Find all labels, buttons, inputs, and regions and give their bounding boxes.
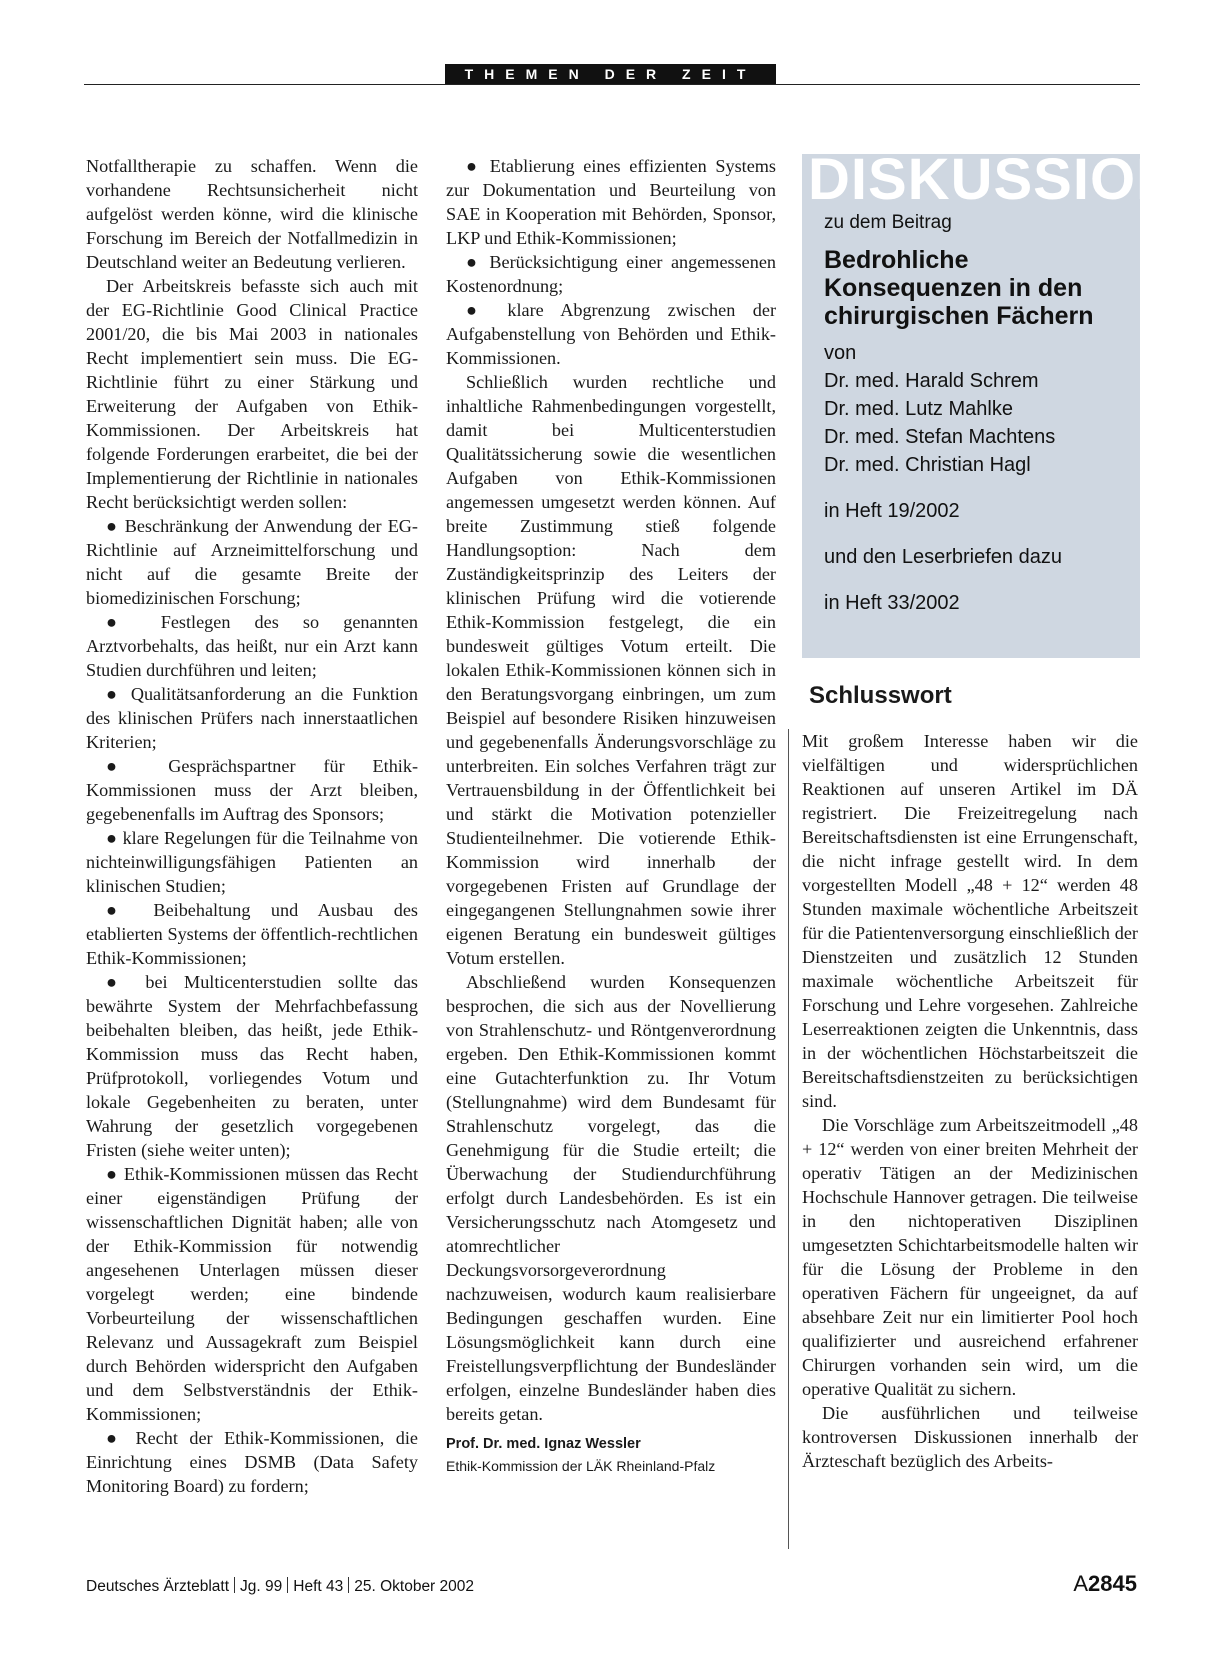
box-author: Dr. med. Harald Schrem — [824, 370, 1039, 392]
journal-volume: Jg. 99 — [240, 1578, 283, 1595]
header-rule — [84, 84, 1140, 85]
bullet-item: ● Ethik-Kommissionen müssen das Recht einer eigenständigen Prüfung der wissenschaftlichen Dignität haben; alle von der Ethik-Kommission für notwendig angesehenen Unterlagen müssen dieser vorgelegt werden; eine bindende Vorbeurteilung der wissenschaftlichen Relevanz und Aussagekraft zum Beispiel durch Behörden widerspricht den Aufgaben und dem Selbstverständnis der Ethik-Kommissionen; — [86, 1164, 418, 1424]
column-divider — [788, 729, 789, 1549]
author-institution: Ethik-Kommission der LÄK Rheinland-Pfalz — [446, 1458, 716, 1474]
bullet-item: ● Berücksichtigung einer angemessenen Kostenordnung; — [446, 252, 776, 296]
bullet-item: ● Beibehaltung und Ausbau des etablierten Systems der öffentlich-rechtlichen Ethik-Kommissionen; — [86, 900, 418, 968]
box-letters: und den Leserbriefen dazu — [824, 546, 1062, 568]
box-author: Dr. med. Christian Hagl — [824, 454, 1031, 476]
column-2 — [446, 154, 776, 1476]
footer-separator — [287, 1577, 288, 1593]
box-author: Dr. med. Lutz Mahlke — [824, 398, 1013, 420]
column-3 — [802, 729, 1138, 1473]
box-issue: in Heft 19/2002 — [824, 500, 960, 522]
page-number-value: 2845 — [1088, 1571, 1137, 1596]
section-label: THEMEN DER ZEIT — [445, 64, 776, 84]
journal-issue: Heft 43 — [293, 1578, 344, 1595]
bullet-item: ● klare Regelungen für die Teilnahme von nichteinwilligungsfähigen Patienten an klinischen Studien; — [86, 828, 418, 896]
paragraph: Notfalltherapie zu schaffen. Wenn die vorhandene Rechtsunsicherheit nicht aufgelöst werden könne, wird die klinische Forschung im Bereich der Notfallmedizin in Deutschland weiter an Bedeutung verlieren. — [86, 156, 418, 272]
paragraph: Mit großem Interesse haben wir die vielfältigen und widersprüchlichen Reaktionen auf unseren Artikel im DÄ registriert. Die Freizeitregelung nach Bereitschaftsdiensten ist eine Errungenschaft, die nicht infrage gestellt wird. In dem vorgestellten Modell „48 + 12“ werden 48 Stunden maximale wöchentliche Arbeitszeit für die Patientenversorgung einschließlich der Dienstzeiten und zusätzlich 12 Stunden maximale wöchentliche Arbeitszeit für Forschung und Lehre vorgesehen. Zahlreiche Leserreaktionen zeigten die Unkenntnis, dass in der wöchentlichen Höchstarbeitszeit die Bereitschaftsdienstzeiten zu berücksichtigen sind. — [802, 731, 1138, 1111]
box-issue2: in Heft 33/2002 — [824, 592, 960, 614]
box-von: von — [824, 342, 857, 364]
paragraph: Die ausführlichen und teilweise kontroversen Diskussionen innerhalb der Ärzteschaft bezüglich des Arbeits- — [802, 1403, 1138, 1471]
bullet-item: ● Qualitätsanforderung an die Funktion des klinischen Prüfers nach innerstaatlichen Kriterien; — [86, 684, 418, 752]
paragraph: Schließlich wurden rechtliche und inhaltliche Rahmenbedingungen vorgestellt, damit bei Multicenterstudien Qualitätssicherung sowie die wesentlichen Aufgaben von Ethik-Kommissionen angemessen umgesetzt werden können. Auf breite Zustimmung stieß folgende Handlungsoption: Nach dem Zuständigkeitsprinzip des Leiters der klinischen Prüfung wird die votierende Ethik-Kommission festgelegt, die ein bundesweit gültiges Votum erteilt. Die lokalen Ethik-Kommissionen können sich in den Beratungsvorgang einbringen, um zum Beispiel auf besondere Risiken hinzuweisen und gegebenenfalls Änderungsvorschläge zu unterbreiten. Ein solches Verfahren trägt zur Vertrauensbildung in der Öffentlichkeit bei und stärkt die Motivation potenzieller Studienteilnehmer. Die votierende Ethik-Kommission wird innerhalb der vorgegebenen Fristen auf Grundlage der eingegangenen Stellungnahmen sowie ihrer eigenen Beratung ein bundesweit gültiges Votum erstellen. — [446, 372, 776, 968]
page-number — [1073, 1571, 1137, 1597]
box-intro: zu dem Beitrag — [824, 212, 952, 233]
article-title-line: chirurgischen Fächern — [824, 302, 1094, 330]
footer-separator — [348, 1577, 349, 1593]
bullet-item: ● Recht der Ethik-Kommissionen, die Einrichtung eines DSMB (Data Safety Monitoring Board) zu fordern; — [86, 1428, 418, 1496]
bullet-item: ● klare Abgrenzung zwischen der Aufgabenstellung von Behörden und Ethik-Kommissionen. — [446, 300, 776, 368]
author-name: Prof. Dr. med. Ignaz Wessler — [446, 1436, 641, 1452]
journal-name: Deutsches Ärzteblatt — [86, 1578, 230, 1595]
section-heading: Schlusswort — [809, 682, 952, 709]
discussion-kicker: DISKUSSION — [808, 147, 1179, 212]
column-1 — [86, 154, 418, 1498]
bullet-item: ● bei Multicenterstudien sollte das bewährte System der Mehrfachbefassung beibehalten bleiben, das heißt, jede Ethik-Kommission muss das Recht haben, Prüfprotokoll, vorliegendes Votum und lokale Gegebenheiten zu beraten, unter Wahrung der gesetzlich vorgegebenen Fristen (siehe weiter unten); — [86, 972, 418, 1160]
bullet-item: ● Gesprächspartner für Ethik-Kommissionen muss der Arzt bleiben, gegebenenfalls im Auftrag des Sponsors; — [86, 756, 418, 824]
footer-separator — [234, 1577, 235, 1593]
box-author: Dr. med. Stefan Machtens — [824, 426, 1056, 448]
bullet-item: ● Beschränkung der Anwendung der EG-Richtlinie auf Arzneimittelforschung und nicht auf die gesamte Breite der biomedizinischen Forschung; — [86, 516, 418, 608]
bullet-item: ● Etablierung eines effizienten Systems zur Dokumentation und Beurteilung von SAE in Kooperation mit Behörden, Sponsor, LKP und Ethik-Kommissionen; — [446, 156, 776, 248]
paragraph: Abschließend wurden Konsequenzen besprochen, die sich aus der Novellierung von Strahlenschutz- und Röntgenverordnung ergeben. Den Ethik-Kommissionen kommt eine Gutachterfunktion zu. Ihr Votum (Stellungnahme) wird dem Bundesamt für Strahlenschutz vorgelegt, das die Genehmigung für die Studie erteilt; die Überwachung der Studiendurchführung erfolgt durch Landesbehörden. Es ist ein Versicherungsschutz nach Atomgesetz und atomrechtlicher Deckungsvorsorgeverordnung nachzuweisen, wodurch kaum realisierbare Bedingungen geschaffen wurden. Eine Lösungsmöglichkeit kann durch eine Freistellungsverpflichtung der Bundesländer erfolgen, einzelne Bundesländer haben dies bereits getan. — [446, 972, 776, 1424]
footer — [86, 1577, 474, 1596]
page-prefix: A — [1073, 1571, 1089, 1596]
paragraph: Der Arbeitskreis befasste sich auch mit der EG-Richtlinie Good Clinical Practice 2001/20, die bis Mai 2003 in nationales Recht implementiert sein muss. Die EG-Richtlinie führt zu einer Stärkung und Erweiterung der Aufgaben von Ethik-Kommissionen. Der Arbeitskreis hat folgende Forderungen erarbeitet, die bei der Implementierung der Richtlinie in nationales Recht berücksichtigt werden sollen: — [86, 276, 418, 512]
article-title-line: Bedrohliche — [824, 246, 969, 274]
paragraph: Die Vorschläge zum Arbeitszeitmodell „48 + 12“ werden von einer breiten Mehrheit der operativ Tätigen an der Medizinischen Hochschule Hannover getragen. Die teilweise in den nichtoperativen Disziplinen umgesetzten Schichtarbeitsmodelle halten wir für die Lösung der Probleme in den operativen Fächern für ungeeignet, da auf absehbare Zeit nur ein limitierter Pool hoch qualifizierter und ausreichend erfahrener Chirurgen vorhanden sein wird, um die operative Qualität zu sichern. — [802, 1115, 1138, 1399]
bullet-item: ● Festlegen des so genannten Arztvorbehalts, das heißt, nur ein Arzt kann Studien durchführen und leiten; — [86, 612, 418, 680]
article-title-line: Konsequenzen in den — [824, 274, 1083, 302]
journal-date: 25. Oktober 2002 — [354, 1578, 475, 1595]
